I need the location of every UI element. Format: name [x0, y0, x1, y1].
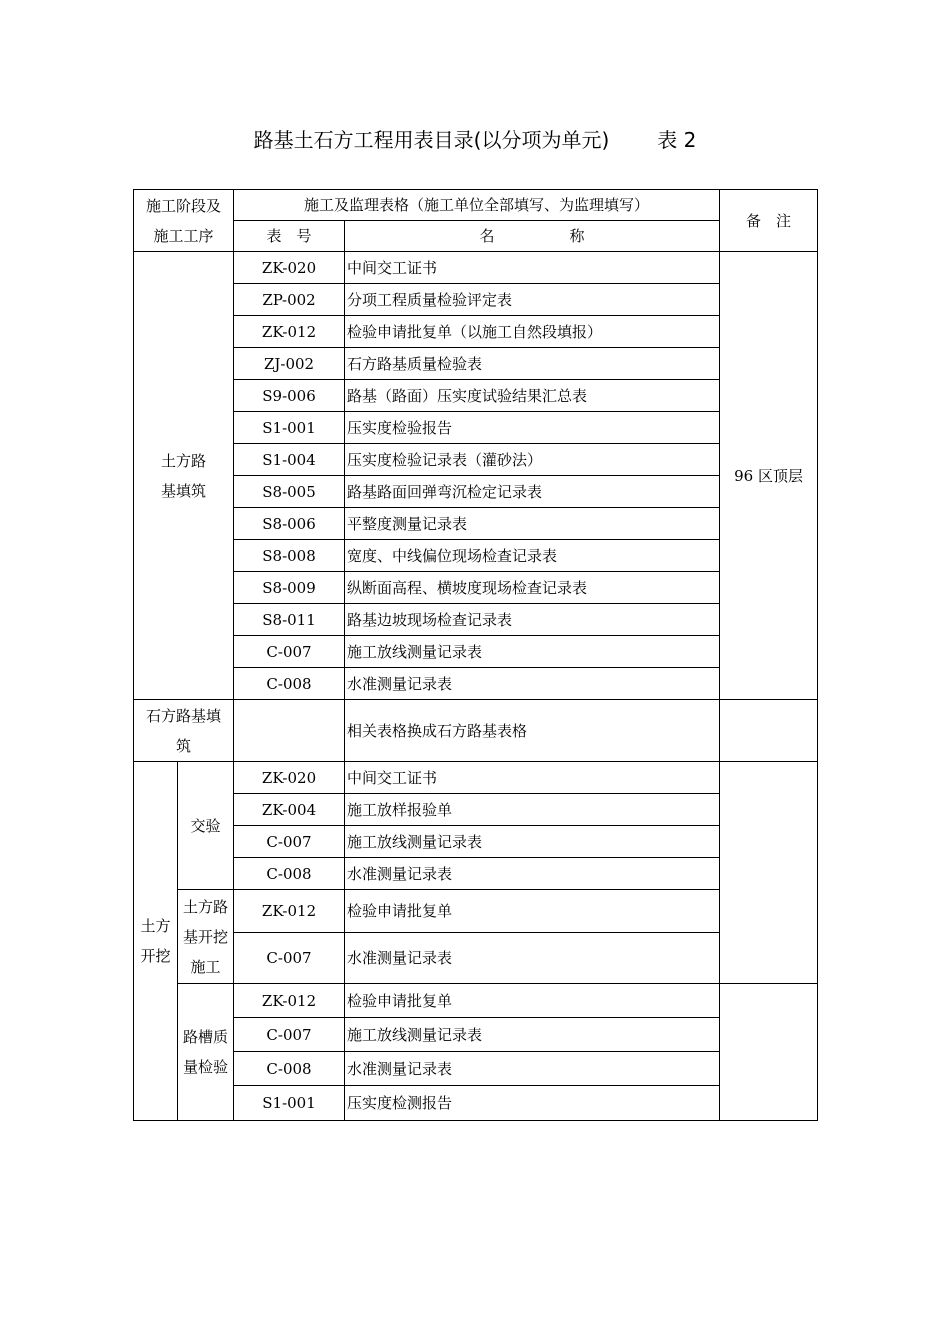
- form-code: ZJ-002: [234, 348, 345, 380]
- form-code: S8-005: [234, 476, 345, 508]
- form-code: C-007: [234, 933, 345, 984]
- form-code: ZK-012: [234, 316, 345, 348]
- form-name: 水准测量记录表: [345, 858, 720, 890]
- remark-cell: [720, 984, 818, 1121]
- form-code: S9-006: [234, 380, 345, 412]
- substage-cell: 交验: [178, 762, 234, 890]
- header-stage: 施工阶段及 施工工序: [134, 190, 234, 252]
- table-row: [134, 762, 818, 794]
- form-name: 路基路面回弹弯沉检定记录表: [345, 476, 720, 508]
- form-name: 施工放线测量记录表: [345, 826, 720, 858]
- table-row: [134, 933, 818, 984]
- form-name: 检验申请批复单（以施工自然段填报）: [345, 316, 720, 348]
- table-row: [134, 252, 818, 284]
- table-row: [134, 1086, 818, 1121]
- form-code: S8-006: [234, 508, 345, 540]
- form-code: S1-001: [234, 412, 345, 444]
- form-code: C-008: [234, 858, 345, 890]
- form-code: C-008: [234, 668, 345, 700]
- form-name: 路基（路面）压实度试验结果汇总表: [345, 380, 720, 412]
- form-name: 路基边坡现场检查记录表: [345, 604, 720, 636]
- header-remark: 备 注: [720, 190, 818, 252]
- page-title: [0, 124, 950, 153]
- table-row: [134, 890, 818, 933]
- form-name: 平整度测量记录表: [345, 508, 720, 540]
- form-name: 中间交工证书: [345, 762, 720, 794]
- form-code: S8-008: [234, 540, 345, 572]
- stage-cell: 石方路基填 筑: [134, 700, 234, 762]
- form-code: ZK-004: [234, 794, 345, 826]
- form-name: 压实度检验记录表（灌砂法）: [345, 444, 720, 476]
- forms-catalog-table: [133, 189, 818, 1121]
- form-code: ZK-012: [234, 890, 345, 933]
- header-code: 表 号: [234, 221, 345, 252]
- table-row: [134, 412, 818, 444]
- table-row: [134, 1052, 818, 1086]
- form-code: ZK-012: [234, 984, 345, 1018]
- form-name: 检验申请批复单: [345, 984, 720, 1018]
- table-row: [134, 826, 818, 858]
- form-name: 石方路基质量检验表: [345, 348, 720, 380]
- form-name: 分项工程质量检验评定表: [345, 284, 720, 316]
- table-row: [134, 540, 818, 572]
- table-row: [134, 572, 818, 604]
- table-row: [134, 476, 818, 508]
- table-row: [134, 604, 818, 636]
- form-code: S1-001: [234, 1086, 345, 1121]
- table-row: [134, 348, 818, 380]
- form-name: 水准测量记录表: [345, 668, 720, 700]
- form-name: 水准测量记录表: [345, 1052, 720, 1086]
- table-row: [134, 508, 818, 540]
- form-code: ZP-002: [234, 284, 345, 316]
- table-row: [134, 668, 818, 700]
- table-row: [134, 444, 818, 476]
- remark-cell: 96 区顶层: [720, 252, 818, 700]
- substage-cell: 路槽质 量检验: [178, 984, 234, 1121]
- table-row: [134, 858, 818, 890]
- table-row: [134, 1018, 818, 1052]
- substage-cell: 土方路 基开挖 施工: [178, 890, 234, 984]
- form-name: 施工放线测量记录表: [345, 1018, 720, 1052]
- table-row: [134, 794, 818, 826]
- form-code: C-007: [234, 636, 345, 668]
- header-forms-group: 施工及监理表格（施工单位全部填写、为监理填写）: [234, 190, 720, 221]
- stage-cell: 土方 开挖: [134, 762, 178, 1121]
- form-code: ZK-020: [234, 762, 345, 794]
- form-name: 压实度检测报告: [345, 1086, 720, 1121]
- table-row: [134, 636, 818, 668]
- table-row: [134, 284, 818, 316]
- form-name: 施工放样报验单: [345, 794, 720, 826]
- header-name: 名 称: [345, 221, 720, 252]
- form-code: S8-009: [234, 572, 345, 604]
- form-code: C-007: [234, 826, 345, 858]
- form-name: 中间交工证书: [345, 252, 720, 284]
- form-code: C-008: [234, 1052, 345, 1086]
- table-row: [134, 984, 818, 1018]
- header-row-2: [134, 221, 818, 252]
- title-main: 路基土石方工程用表目录(以分项为单元): [253, 128, 610, 152]
- form-code: C-007: [234, 1018, 345, 1052]
- table-row: [134, 700, 818, 762]
- form-code: ZK-020: [234, 252, 345, 284]
- form-name: 相关表格换成石方路基表格: [345, 700, 720, 762]
- header-row-1: [134, 190, 818, 221]
- form-name: 压实度检验报告: [345, 412, 720, 444]
- form-code: S8-011: [234, 604, 345, 636]
- remark-cell: [720, 700, 818, 762]
- form-name: 施工放线测量记录表: [345, 636, 720, 668]
- remark-cell: [720, 762, 818, 984]
- table-number: 表 2: [657, 128, 697, 152]
- form-name: 纵断面高程、横坡度现场检查记录表: [345, 572, 720, 604]
- table-row: [134, 316, 818, 348]
- form-code: S1-004: [234, 444, 345, 476]
- table-row: [134, 380, 818, 412]
- form-name: 宽度、中线偏位现场检查记录表: [345, 540, 720, 572]
- form-name: 检验申请批复单: [345, 890, 720, 933]
- stage-cell: 土方路 基填筑: [134, 252, 234, 700]
- form-name: 水准测量记录表: [345, 933, 720, 984]
- form-code: [234, 700, 345, 762]
